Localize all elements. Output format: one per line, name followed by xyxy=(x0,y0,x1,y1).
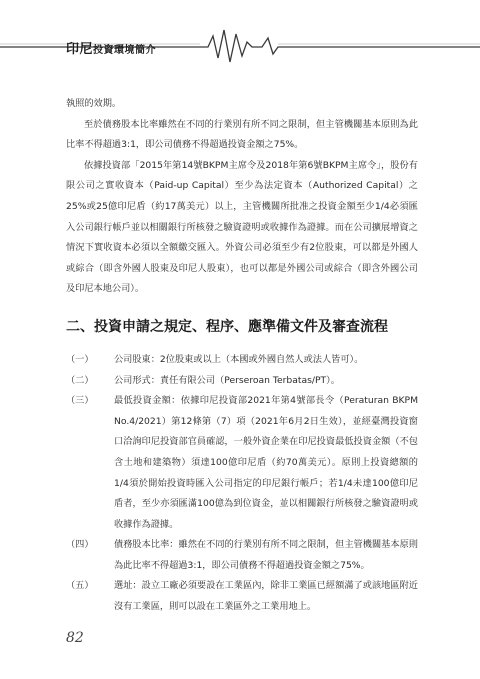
page-number: 82 xyxy=(66,630,84,646)
header-title-main: 印尼 xyxy=(66,42,94,57)
paragraph-capital: 依據投資部「2015年第14號BKPM主席令及2018年第6號BKPM主席令」，股份有限公司之實收資本（Paid-up Capital）至少為法定資本（Authorized Capital）之25%或25億印尼盾（約17萬美元）以上，主管機關所批准之投資金額至少1/4必須匯入公司銀行帳戶並以相關銀行所核發之驗資證明或收據作為證據。而在公司擴展增資之情況下實收資本必須以全額繳交匯入。外資公司必須至少有2位股東，可以都是外國人或綜合（即含外國人股東及印尼人股東），也可以都是外國公司或綜合（即含外國公司及印尼本地公司）。 xyxy=(66,159,418,295)
list-item-text: 最低投資金額：依據印尼投資部2021年第4號部長令（Peraturan BKPM No.4/2021）第12條第（7）項（2021年6月2日生效），並經臺灣投資窗口洽詢印尼投資部官員確認，一般外資企業在印尼投資最低投資金額（不包含土地和建築物）須達100億印尼盾（約70萬美元）。原則上投資總額的1/4須於開始投資時匯入公司指定的印尼銀行帳戶；若1/4未達100億印尼盾者，至少亦須匯滿100億為到位資金，並以相關銀行所核發之驗資證明或收據作為證據。 xyxy=(114,395,418,530)
paragraph-debt-ratio: 至於債務股本比率雖然在不同的行業別有所不同之限制，但主管機關基本原則為此比率不得超過3:1，即公司債務不得超過投資金額之75%。 xyxy=(66,118,418,151)
list-item-number: （三） xyxy=(66,395,94,407)
paragraph-continuation: 執照的效期。 xyxy=(66,98,122,109)
list-item xyxy=(66,350,418,371)
list-item-text: 債務股本比率：雖然在不同的行業別有所不同之限制，但主管機關基本原則為此比率不得超過3:1，即公司債務不得超過投資金額之75%。 xyxy=(114,539,418,571)
list-item-number: （五） xyxy=(66,580,94,592)
list-item-text: 公司股東：2位股東或以上（本國或外國自然人或法人皆可）。 xyxy=(114,353,364,365)
header-title-sub: 投資環境簡介 xyxy=(93,45,157,56)
list-item xyxy=(66,535,418,576)
list-item xyxy=(66,576,418,617)
list-item-number: （四） xyxy=(66,539,94,551)
page-body xyxy=(66,94,418,618)
running-header-title xyxy=(66,38,156,57)
list-item xyxy=(66,371,418,392)
list-item-number: （二） xyxy=(66,374,94,386)
section-title: 二、投資申請之規定、程序、應準備文件及審查流程 xyxy=(66,318,388,335)
list-item-text: 公司形式：責任有限公司（Perseroan Terbatas/PT）。 xyxy=(114,374,340,386)
list-item-number: （一） xyxy=(66,353,94,365)
list-item xyxy=(66,391,418,535)
page-header xyxy=(0,0,480,70)
list-item-text: 選址：設立工廠必須要設在工業區內，除非工業區已經額滿了或該地區附近沒有工業區，則可以設在工業區外之工業用地上。 xyxy=(114,580,418,613)
